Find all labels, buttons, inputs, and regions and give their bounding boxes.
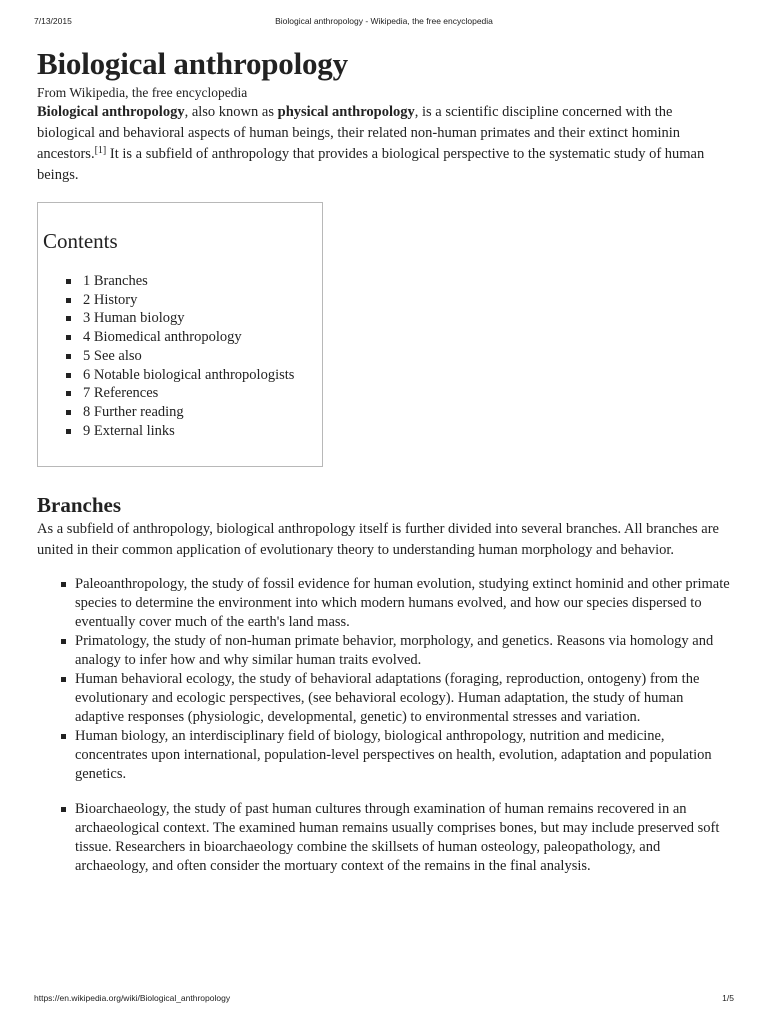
toc-item-history[interactable]: 2 History — [83, 291, 322, 310]
page-subtitle: From Wikipedia, the free encyclopedia — [37, 85, 248, 100]
list-item-bioarchaeology: Bioarchaeology, the study of past human cultures through examination of human remains recovered in an archaeological context. The examined human remains usually comprises bones, but may include preserved soft tissue. Researchers in bioarchaeology combine the skillsets of human osteology, paleopathology, and archaeology, and often consider the mortuary context of the remains in the final analysis. — [75, 800, 734, 876]
table-of-contents — [37, 202, 323, 467]
print-footer — [34, 993, 734, 1007]
intro-paragraph — [37, 102, 734, 186]
toc-item-external-links[interactable]: 9 External links — [83, 422, 322, 441]
intro-text-1: , also known as — [184, 104, 278, 120]
intro-term-biological-anthropology: Biological anthropology — [37, 104, 185, 120]
print-url: https://en.wikipedia.org/wiki/Biological_anthropology — [34, 993, 231, 1003]
toc-item-biomedical-anthropology[interactable]: 4 Biomedical anthropology — [83, 328, 322, 347]
intro-text-2: , is a scientific discipline concerned with the biological and behavioral aspects of human beings, their related non-human primates and their extinct hominin ancestors. — [37, 104, 681, 162]
print-date: 7/13/2015 — [34, 16, 72, 26]
print-header — [34, 16, 734, 30]
toc-item-references[interactable]: 7 References — [83, 384, 322, 403]
toc-item-see-also[interactable]: 5 See also — [83, 347, 322, 366]
list-item-paleoanthropology: Paleoanthropology, the study of fossil evidence for human evolution, studying extinct hominid and other primate species to determine the environment into which modern humans evolved, and how our species dispersed to eventually cover much of the earth's land mass. — [75, 575, 734, 632]
reference-link[interactable]: [1] — [94, 145, 107, 156]
branches-list — [37, 575, 734, 876]
toc-list — [43, 272, 322, 440]
list-item-human-biology: Human biology, an interdisciplinary field of biology, biological anthropology, nutrition and medicine, concentrates upon international, population-level perspectives on health, evolution, adaptation and population genetics. — [75, 727, 734, 784]
intro-text-3: It is a subfield of anthropology that provides a biological perspective to the systematic study of human beings. — [37, 146, 705, 183]
toc-item-further-reading[interactable]: 8 Further reading — [83, 403, 322, 422]
branches-intro-paragraph: As a subfield of anthropology, biological anthropology itself is further divided into several branches. All branches are united in their common application of evolutionary theory to understanding human morphology and behavior. — [37, 521, 719, 558]
print-page-title: Biological anthropology - Wikipedia, the free encyclopedia — [275, 16, 493, 26]
print-page-number: 1/5 — [722, 993, 734, 1003]
toc-item-branches[interactable]: 1 Branches — [83, 272, 322, 291]
list-item-human-behavioral-ecology: Human behavioral ecology, the study of behavioral adaptations (foraging, reproduction, ontogeny) from the evolutionary and ecologic perspectives, (see behavioral ecology). Human adaptation, the study of human adaptive responses (physiologic, developmental, genetic) to environmental stresses and variation. — [75, 670, 734, 727]
intro-term-physical-anthropology: physical anthropology — [277, 104, 415, 120]
list-item-primatology: Primatology, the study of non-human primate behavior, morphology, and genetics. Reasons via homology and analogy to infer how and why similar human traits evolved. — [75, 632, 734, 670]
toc-title: Contents — [43, 229, 118, 253]
page-title: Biological anthropology — [37, 46, 348, 81]
toc-item-human-biology[interactable]: 3 Human biology — [83, 309, 322, 328]
toc-item-notable-anthropologists[interactable]: 6 Notable biological anthropologists — [83, 366, 322, 385]
article-content — [37, 44, 734, 876]
section-heading-branches: Branches — [37, 493, 121, 517]
